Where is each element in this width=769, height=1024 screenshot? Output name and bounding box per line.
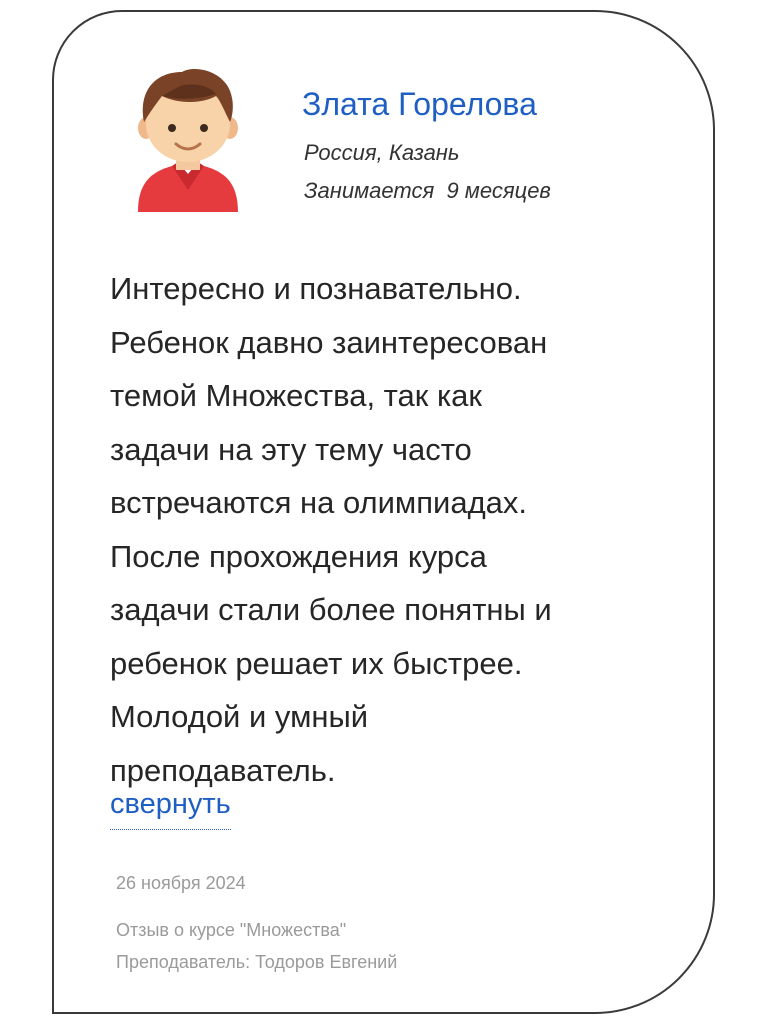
review-line: ребенок решает их быстрее. — [110, 645, 523, 681]
review-date: 26 ноября 2024 — [116, 873, 246, 893]
review-line: темой Множества, так как — [110, 378, 482, 413]
author-study-duration: Занимается 9 месяцев — [304, 178, 551, 203]
author-name[interactable]: Злата Горелова — [302, 86, 537, 122]
author-location: Россия, Казань — [304, 140, 460, 165]
review-line: преподаватель. — [110, 752, 336, 788]
review-course: Отзыв о курсе "Множества" — [116, 920, 347, 940]
review-line: встречаются на олимпиадах. — [110, 485, 528, 520]
review-line: Интересно и познавательно. — [110, 271, 522, 306]
collapse-review-link[interactable]: свернуть — [110, 788, 231, 830]
review-teacher: Преподаватель: Тодоров Евгений — [116, 952, 398, 972]
boy-avatar-icon — [132, 64, 244, 212]
review-line: Молодой и умный — [110, 699, 369, 734]
review-text — [110, 262, 690, 797]
review-line: задачи на эту тему часто — [110, 431, 472, 467]
review-line: Ребенок давно заинтересован — [110, 324, 548, 360]
review-line: задачи стали более понятны и — [110, 592, 552, 627]
review-line: После прохождения курса — [110, 538, 487, 574]
review-card — [52, 10, 715, 1014]
